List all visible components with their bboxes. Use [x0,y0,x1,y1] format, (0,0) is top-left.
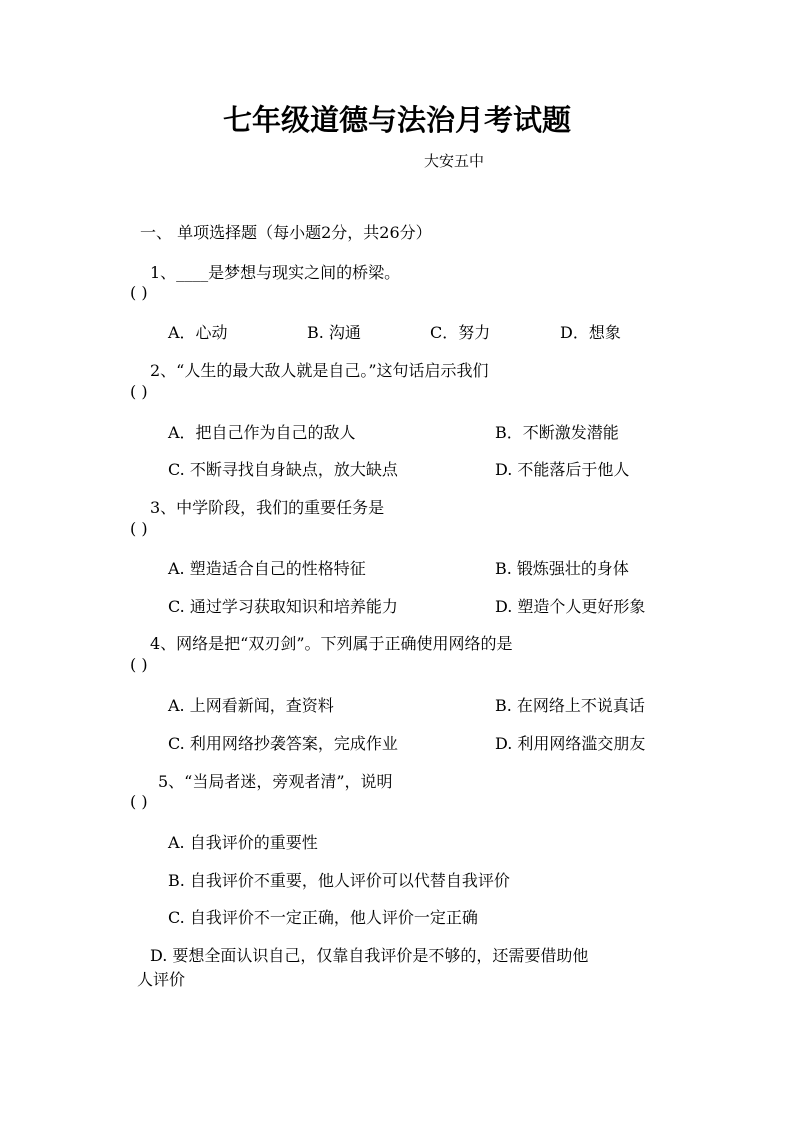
question-1-option-a: A．心动 [168,323,228,342]
question-3-option-c: C. 通过学习获取知识和培养能力 [168,597,398,616]
question-1-option-c: C．努力 [430,323,491,342]
question-2-option-a: A．把自己作为自己的敌人 [168,423,356,442]
question-3-option-d: D. 塑造个人更好形象 [495,597,646,616]
question-2-option-b: B．不断激发潜能 [495,423,619,442]
section-heading: 一、 单项选择题（每小题2分，共26分） [140,223,432,242]
question-5-option-c: C. 自我评价不一定正确，他人评价一定正确 [168,908,478,927]
question-5-answer-blank: ( ) [130,792,148,811]
question-2-stem: 2、“人生的最大敌人就是自己。”这句话启示我们 [150,361,489,380]
question-4-answer-blank: ( ) [130,655,148,674]
question-3-option-b: B. 锻炼强壮的身体 [495,559,629,578]
question-2-option-c: C. 不断寻找自身缺点，放大缺点 [168,460,398,479]
question-5-option-b: B. 自我评价不重要，他人评价可以代替自我评价 [168,871,510,890]
question-3-answer-blank: ( ) [130,519,148,538]
school-name: 大安五中 [424,152,485,170]
question-4-stem: 4、网络是把“双刃剑”。下列属于正确使用网络的是 [150,634,513,653]
question-2-answer-blank: ( ) [130,382,148,401]
question-1-option-b: B. 沟通 [307,323,361,342]
question-4-option-a: A. 上网看新闻，查资料 [168,696,334,715]
question-4-option-d: D. 利用网络滥交朋友 [495,734,646,753]
question-3-stem: 3、中学阶段，我们的重要任务是 [150,498,385,517]
question-5-option-d-continued: 人评价 [137,970,186,989]
question-1-stem: 1、____是梦想与现实之间的桥梁。 [150,263,401,282]
question-3-option-a: A. 塑造适合自己的性格特征 [168,559,366,578]
question-5-option-a: A. 自我评价的重要性 [168,833,318,852]
question-2-option-d: D. 不能落后于他人 [495,460,630,479]
question-5-option-d: D. 要想全面认识自己，仅靠自我评价是不够的，还需要借助他 [150,946,589,965]
question-5-stem: 5、“当局者迷，旁观者清”，说明 [158,772,393,791]
question-4-option-b: B. 在网络上不说真话 [495,696,645,715]
page-title: 七年级道德与法治月考试题 [222,103,571,137]
question-1-answer-blank: ( ) [130,283,148,302]
question-1-option-d: D．想象 [560,323,621,342]
question-4-option-c: C. 利用网络抄袭答案，完成作业 [168,734,398,753]
